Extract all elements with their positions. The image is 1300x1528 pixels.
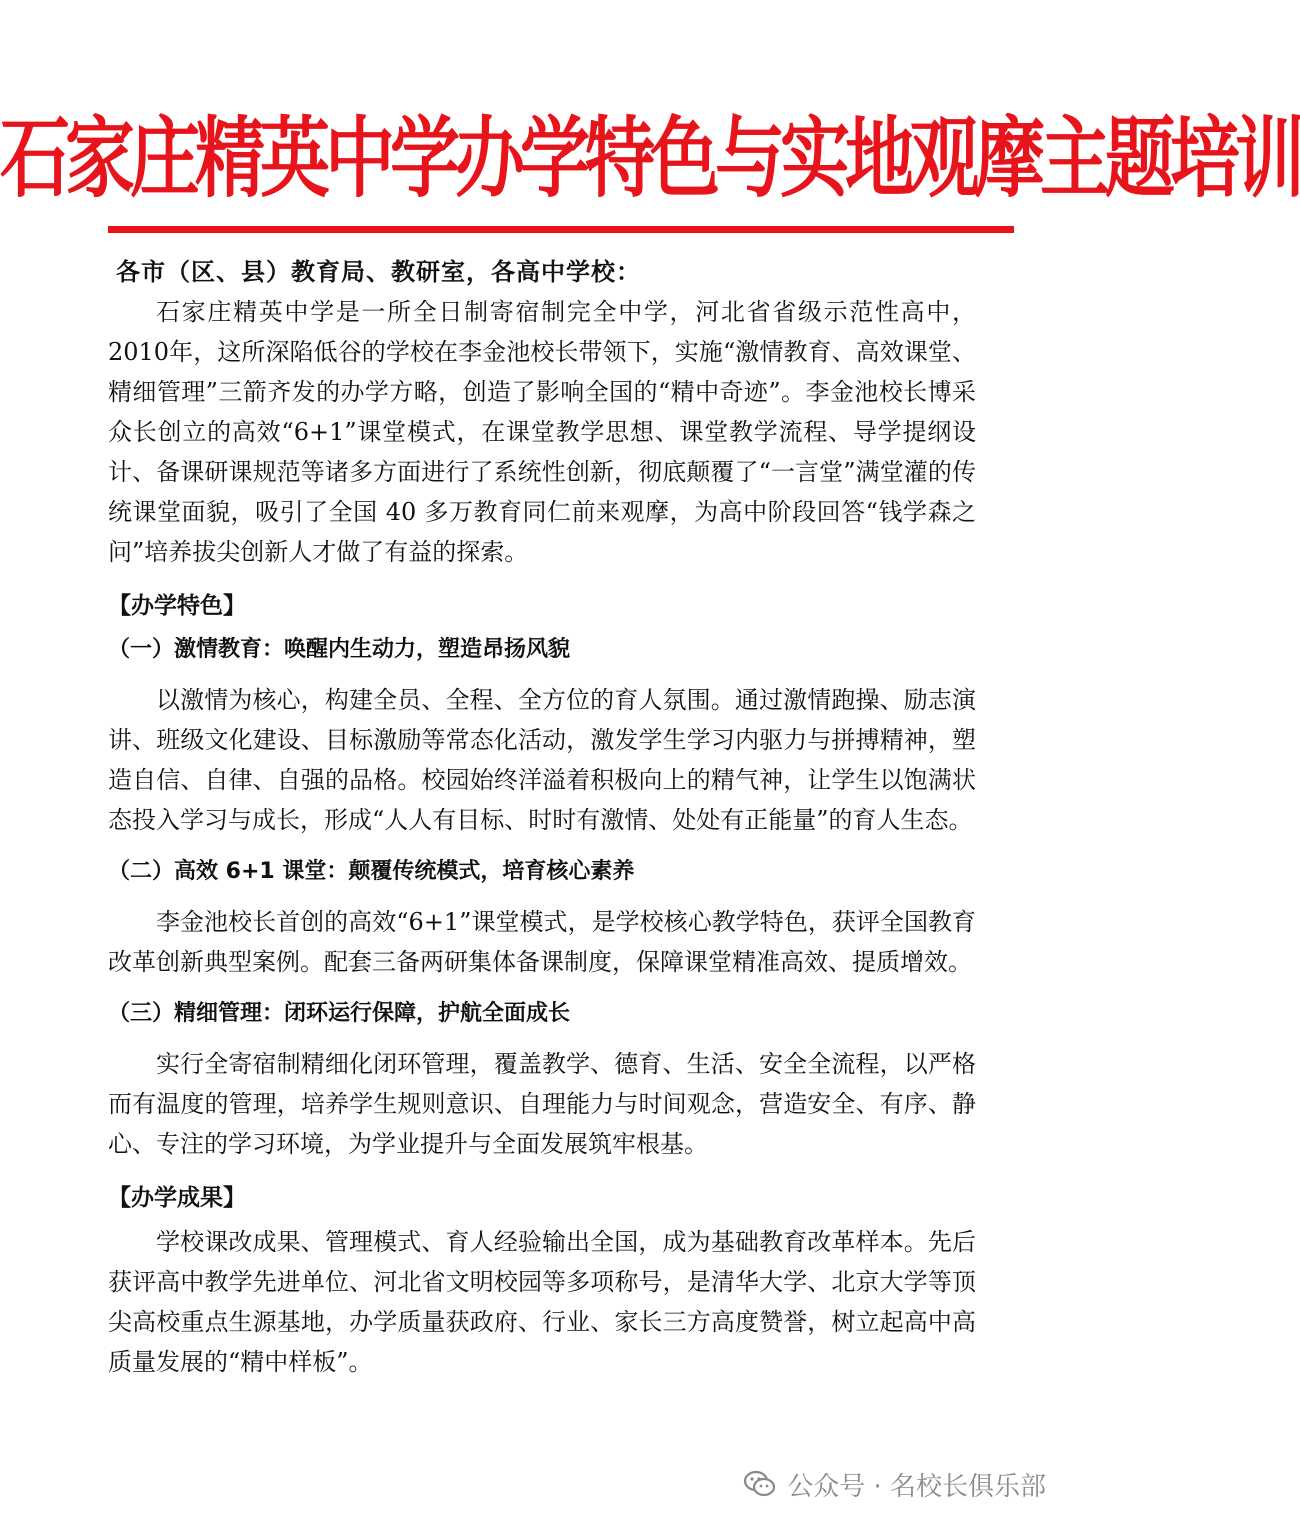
watermark-text: 公众号 · 名校长俱乐部 [787, 1471, 1046, 1502]
document-title: 石家庄精英中学办学特色与实地观摩主题培训 [0, 107, 1300, 210]
paragraph-classroom: 李金池校长首创的高效“6+1”课堂模式，是学校核心教学特色，获评全国教育改革创新典型案例。配套三备两研集体备课制度，保障课堂精准高效、提质增效。 [108, 908, 976, 976]
document-body [108, 252, 976, 1382]
section-heading-features: 【办学特色】 [108, 593, 246, 619]
paragraph-achievements: 学校课改成果、管理模式、育人经验输出全国，成为基础教育改革样本。先后获评高中教学先进单位、河北省文明校园等多项称号，是清华大学、北京大学等顶尖高校重点生源基地，办学质量获政府、行业、家长三方高度赞誉，树立起高中高质量发展的“精中样板”。 [108, 1228, 976, 1376]
paragraph-passion: 以激情为核心，构建全员、全程、全方位的育人氛围。通过激情跑操、励志演讲、班级文化建设、目标激励等常态化活动，激发学生学习内驱力与拼搏精神，塑造自信、自律、自强的品格。校园始终洋溢着积极向上的精气神，让学生以饱满状态投入学习与成长，形成“人人有目标、时时有激情、处处有正能量”的育人生态。 [108, 686, 976, 834]
section-heading-achievements: 【办学成果】 [108, 1185, 246, 1211]
title-divider [108, 226, 1014, 233]
intro-paragraph: 石家庄精英中学是一所全日制寄宿制完全中学，河北省省级示范性高中，2010年，这所深陷低谷的学校在李金池校长带领下，实施“激情教育、高效课堂、精细管理”三箭齐发的办学方略，创造了影响全国的“精中奇迹”。李金池校长博采众长创立的高效“6+1”课堂模式，在课堂教学思想、课堂教学流程、导学提纲设计、备课研课规范等诸多方面进行了系统性创新，彻底颠覆了“一言堂”满堂灌的传统课堂面貌，吸引了全国 40 多万教育同仁前来观摩，为高中阶段回答“钱学森之问”培养拔尖创新人才做了有益的探索。 [108, 298, 976, 566]
wechat-icon [743, 1467, 777, 1501]
subsection-heading-passion: （一）激情教育：唤醒内生动力，塑造昂扬风貌 [108, 637, 571, 662]
watermark [743, 1464, 1046, 1504]
subsection-heading-management: （三）精细管理：闭环运行保障，护航全面成长 [108, 1001, 571, 1026]
paragraph-management: 实行全寄宿制精细化闭环管理，覆盖教学、德育、生活、安全全流程，以严格而有温度的管理，培养学生规则意识、自理能力与时间观念，营造安全、有序、静心、专注的学习环境，为学业提升与全面发展筑牢根基。 [108, 1050, 976, 1158]
subsection-heading-classroom: （二）高效 6+1 课堂：颠覆传统模式，培育核心素养 [108, 859, 635, 884]
salutation: 各市（区、县）教育局、教研室，各高中学校： [116, 258, 641, 286]
